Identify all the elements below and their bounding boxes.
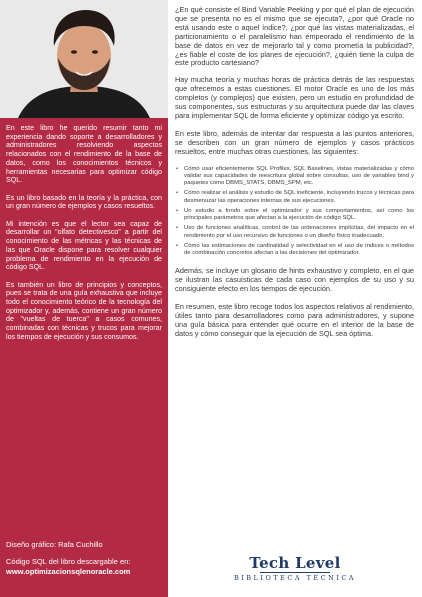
feature-list (175, 166, 414, 258)
right-panel (168, 0, 422, 597)
design-credit: Diseño gráfico: Rafa Cuchillo (6, 540, 103, 549)
intro-question: ¿En qué consiste el Bind Variable Peeking y por qué el plan de ejecución que se presenta no es el mismo que se ejecuta?, ¿por qué Oracle no está usando este o aquel índice?, ¿por qué las vistas materializadas, el particionamiento o el paralelismo han empeorado el rendimiento de la base de datos en vez de mejorarlo tal y como prometía la publicidad?, ¿es fiable el coste de los planes de ejecución?, ¿quién tiene la culpa de este producto cartesiano? (175, 5, 414, 68)
author-photo-illustration (0, 0, 168, 118)
credits (6, 540, 166, 577)
paragraph-4: En resumen, este libro recoge todos los aspectos relativos al rendimiento, útiles tanto para desarrolladores como para administradores, y supone una guía básica para entender qué ocurre en el interior de la base de datos y cómo conseguir que la ejecución de SQL sea óptima. (175, 302, 414, 338)
left-paragraph: Es un libro basado en la teoría y la práctica, con un gran número de ejemplos y casos resueltos. (6, 193, 162, 211)
paragraph-3: Además, se incluye un glosario de hints exhaustivo y completo, en el que se ilustran las casuísticas de cada caso con ejemplos de su uso y su consiguiente efecto en los tiempos de ejecución. (175, 266, 414, 294)
list-item: • Uso de funciones analíticas, control de las ordenaciones implícitas, del impacto en el rendimiento por el uso recursivo de funciones o un diseño físico inadecuado. (184, 225, 414, 240)
logo-title: Tech Level (249, 554, 341, 572)
left-description (6, 124, 162, 350)
logo-subtitle: BIBLIOTECA TÉCNICA (233, 573, 357, 582)
left-paragraph: En este libro he querido resumir tanto mi experiencia dando soporte a desarrolladores y administradores resolviendo aspectos relacionados con el rendimiento de la base de datos, como los conocimientos técnicos y herramientas necesarias para optimizar código SQL. (6, 124, 162, 185)
list-item: • Un estudio a fondo sobre el optimizador y sus comportamientos, así como los principales parámetros que afectan a la ejecución de código SQL. (184, 208, 414, 223)
list-item: • Cómo las estimaciones de cardinalidad y selectividad en el uso de índices o métodos de combinación concretos afectan a las decisiones del optimizador. (184, 243, 414, 258)
left-panel (0, 0, 168, 597)
download-url: www.optimizacionsqlenoracle.com (6, 567, 131, 576)
list-item: • Cómo realizar el análisis y estudio de SQL ineficiente, incluyendo trucos y técnicas para desmenuzar las operaciones internas de sus ejecuciones. (184, 190, 414, 205)
publisher-logo (168, 555, 422, 582)
paragraph-1: Hay mucha teoría y muchas horas de práctica detrás de las respuestas que ofrecemos a estas cuestiones. El motor Oracle es uno de los más completos (y complejos) que existen, pero un estudio en profundidad de sus componentes, sus estructuras y su arquitectura puede dar las claves para implementar SQL de forma eficiente y optimizar código ya escrito. (175, 75, 414, 120)
list-item: • Cómo usar eficientemente SQL Profiles, SQL Baselines, vistas materializadas y cómo validar sus capacidades de reescritura global sobre consultas, uso de variables bind y paquetes como DBMS_STATS, DBMS_SPM, etc. (184, 166, 414, 188)
left-paragraph: Es también un libro de principios y conceptos, pues se trata de una guía exhaustiva que incluye todo el conocimiento teórico de la tecnología del optimizador y, además, contiene un gran número de "vueltas de tuerca" a casos comunes, combinadas con técnicas y trucos para mejorar los tiempos de ejecución y sus consumos. (6, 280, 162, 341)
left-paragraph: Mi intención es que el lector sea capaz de desarrollar un "olfato detectivesco" a partir del conocimiento de las métricas y las técnicas de las que Oracle dispone para resolver cualquier problema de rendimiento en la ejecución de código SQL. (6, 219, 162, 272)
download-text: Código SQL del libro descargable en: (6, 557, 131, 566)
paragraph-2: En este libro, además de intentar dar respuesta a las puntos anteriores, se describen con un gran número de ejemplos y casos prácticos resueltos, entre muchas otras cuestiones, las siguientes: (175, 128, 414, 156)
logo-rule (260, 572, 330, 573)
author-photo (0, 0, 168, 118)
